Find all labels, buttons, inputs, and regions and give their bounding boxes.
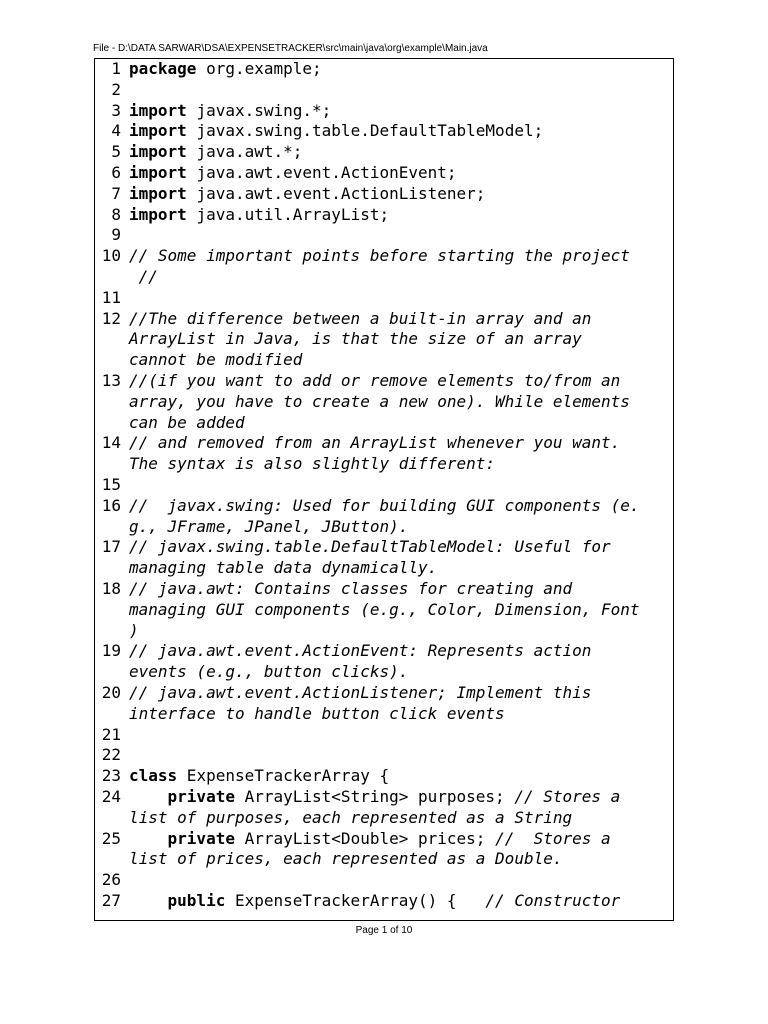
code-text	[129, 121, 665, 142]
code-text	[129, 683, 665, 725]
line-number: 9	[111, 225, 121, 245]
line-number: 16	[101, 495, 121, 515]
code-token	[129, 787, 168, 806]
line-number: 7	[111, 183, 121, 203]
comment-token: )	[129, 620, 139, 640]
code-row	[129, 475, 665, 496]
code-text	[129, 246, 665, 288]
code-row	[129, 163, 665, 184]
code-text	[129, 184, 665, 205]
code-row	[129, 808, 665, 829]
code-row	[129, 517, 665, 538]
comment-token: //The difference between a built-in array and an	[129, 308, 592, 328]
comment-token: The syntax is also slightly different:	[129, 454, 496, 474]
code-row	[129, 662, 665, 683]
keyword-token: import	[129, 142, 187, 162]
line-number: 4	[111, 121, 121, 141]
code-token: java.util.ArrayList;	[196, 204, 390, 224]
comment-token: ArrayList in Java, is that the size of an array	[129, 329, 582, 349]
code-row	[129, 891, 665, 912]
comment-token: list of purposes, each represented as a String	[129, 807, 573, 827]
code-row	[129, 413, 665, 434]
page-number: Page 1 of 10	[355, 925, 413, 936]
keyword-token: public	[167, 891, 226, 910]
comment-token: managing table data dynamically.	[129, 558, 438, 578]
code-token: javax.swing.table.DefaultTableModel;	[196, 121, 544, 141]
code-text	[129, 309, 665, 371]
comment-token: // javax.swing: Used for building GUI components (e.	[129, 495, 640, 515]
code-token: java.awt.event.ActionListener;	[196, 183, 486, 203]
code-text	[129, 766, 665, 787]
code-row	[129, 80, 665, 101]
code-text	[129, 891, 665, 912]
comment-token: // Stores a	[514, 787, 621, 806]
file-path-header: File - D:\DATA SARWAR\DSA\EXPENSETRACKER\src\main\java\org\example\Main.java	[93, 43, 488, 54]
line-number: 25	[101, 828, 121, 848]
code-row	[129, 267, 665, 288]
code-text	[129, 205, 665, 226]
code-token: ArrayList<String> purposes;	[234, 787, 515, 806]
comment-token: array, you have to create a new one). While elements	[129, 391, 630, 411]
line-number: 23	[101, 766, 121, 786]
comment-token: can be added	[129, 412, 245, 432]
code-row	[129, 142, 665, 163]
comment-token: // Some important points before starting the project	[129, 246, 630, 266]
line-number: 6	[111, 163, 121, 182]
code-row	[129, 725, 665, 746]
code-row	[129, 766, 665, 787]
code-row	[129, 101, 665, 122]
code-listing	[94, 58, 674, 921]
code-row	[129, 558, 665, 579]
line-number: 5	[111, 142, 121, 162]
code-token: java.awt.event.ActionEvent;	[196, 163, 457, 182]
comment-token: //(if you want to add or remove elements to/from an	[129, 371, 621, 390]
code-text	[129, 80, 665, 101]
line-number: 27	[101, 891, 121, 910]
comment-token: // java.awt.event.ActionListener; Implement this	[129, 683, 592, 702]
code-row	[129, 537, 665, 558]
code-row	[129, 433, 665, 454]
comment-token: // java.awt.event.ActionEvent: Represents action	[129, 641, 592, 661]
keyword-token: import	[129, 163, 187, 182]
code-row	[129, 704, 665, 725]
code-text	[129, 142, 665, 163]
keyword-token: private	[167, 828, 235, 848]
code-text	[129, 725, 665, 746]
code-row	[129, 205, 665, 226]
code-text	[129, 829, 665, 871]
comment-token: managing GUI components (e.g., Color, Dimension, Font	[129, 599, 640, 619]
code-text	[129, 433, 665, 475]
code-row	[129, 121, 665, 142]
line-number: 18	[101, 579, 121, 598]
line-number: 26	[101, 870, 121, 890]
line-number: 12	[101, 308, 121, 328]
keyword-token: import	[129, 121, 187, 141]
line-number: 13	[101, 371, 121, 390]
comment-token: // and removed from an ArrayList whenever you want.	[129, 433, 621, 453]
code-text	[129, 101, 665, 122]
code-token	[129, 829, 168, 848]
line-number: 8	[111, 204, 121, 224]
line-number: 15	[101, 475, 121, 494]
code-row	[129, 454, 665, 475]
keyword-token: package	[129, 59, 197, 78]
code-text	[129, 288, 665, 309]
comment-token: // javax.swing.table.DefaultTableModel: Useful for	[129, 537, 611, 557]
code-row	[129, 829, 665, 850]
code-token: ArrayList<Double> prices;	[234, 828, 496, 848]
comment-token: // Constructor	[485, 891, 621, 910]
code-text	[129, 641, 665, 683]
code-row	[129, 787, 665, 808]
code-text	[129, 163, 665, 184]
code-token: java.awt.*;	[196, 142, 303, 162]
comment-token: //	[129, 266, 158, 286]
line-number: 2	[111, 79, 121, 99]
line-number: 3	[111, 100, 121, 120]
line-number: 17	[101, 537, 121, 557]
code-text	[129, 870, 665, 891]
code-text	[129, 537, 665, 579]
code-row	[129, 641, 665, 662]
keyword-token: class	[129, 766, 178, 786]
code-token: org.example;	[206, 59, 322, 78]
comment-token: g., JFrame, JPanel, JButton).	[129, 516, 409, 536]
line-number: 10	[101, 246, 121, 266]
comment-token: list of prices, each represented as a Double.	[129, 849, 563, 869]
line-number: 20	[101, 683, 121, 702]
code-text	[129, 59, 665, 80]
code-row	[129, 59, 665, 80]
keyword-token: private	[167, 787, 235, 806]
line-number: 14	[101, 433, 121, 453]
code-row	[129, 246, 665, 267]
code-row	[129, 288, 665, 309]
keyword-token: import	[129, 100, 187, 120]
code-text	[129, 579, 665, 641]
code-row	[129, 683, 665, 704]
line-number: 19	[101, 641, 121, 661]
code-row	[129, 496, 665, 517]
code-row	[129, 745, 665, 766]
code-row	[129, 309, 665, 330]
code-token: ExpenseTrackerArray {	[177, 766, 390, 786]
code-row	[129, 849, 665, 870]
code-text	[129, 745, 665, 766]
code-row	[129, 225, 665, 246]
comment-token: events (e.g., button clicks).	[129, 662, 409, 682]
line-number: 1	[111, 59, 121, 78]
line-number: 24	[101, 787, 121, 806]
line-number: 21	[101, 724, 121, 744]
keyword-token: import	[129, 204, 187, 224]
code-text	[129, 787, 665, 829]
code-row	[129, 600, 665, 621]
code-token: ExpenseTrackerArray() {	[225, 891, 486, 910]
code-token: javax.swing.*;	[196, 100, 332, 120]
line-number: 11	[101, 287, 121, 307]
code-row	[129, 392, 665, 413]
code-text	[129, 371, 665, 433]
code-text	[129, 496, 665, 538]
code-row	[129, 329, 665, 350]
code-row	[129, 621, 665, 642]
code-row	[129, 870, 665, 891]
comment-token: cannot be modified	[129, 350, 303, 370]
comment-token: interface to handle button click events	[129, 703, 505, 723]
keyword-token: import	[129, 183, 187, 203]
line-number: 22	[101, 745, 121, 765]
code-row	[129, 184, 665, 205]
code-row	[129, 371, 665, 392]
comment-token: // java.awt: Contains classes for creating and	[129, 579, 573, 598]
code-row	[129, 350, 665, 371]
code-token	[129, 891, 168, 910]
code-text	[129, 475, 665, 496]
code-text	[129, 225, 665, 246]
comment-token: // Stores a	[495, 828, 611, 848]
code-row	[129, 579, 665, 600]
